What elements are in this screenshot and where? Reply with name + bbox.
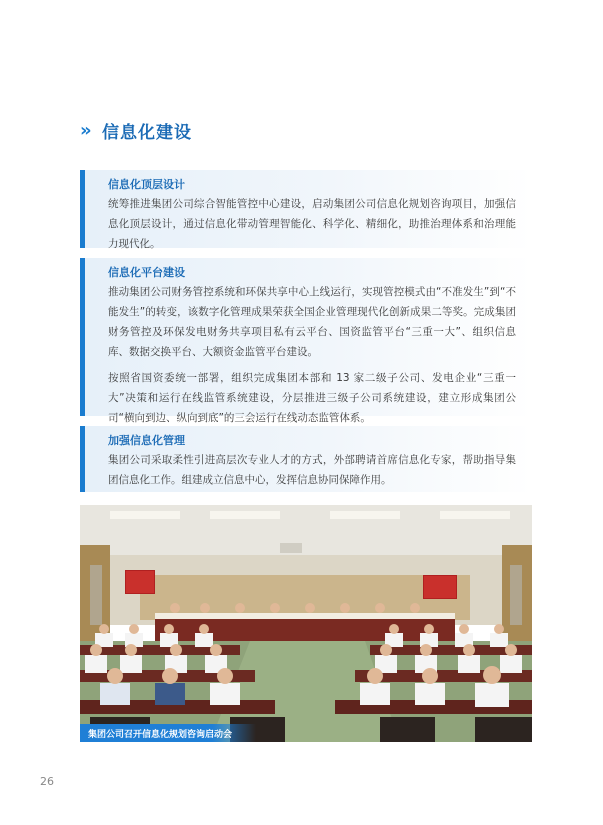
meeting-photo <box>80 505 532 742</box>
info-block-management <box>80 426 532 492</box>
block-paragraph: 按照省国资委统一部署，组织完成集团本部和 13 家二级子公司、发电企业“三重一大”决策和运行在线监管系统建设，分层推进三级子公司系统建设，建立形成集团公司“横向到边、纵向到底”的三会运行在线动态监管体系。 <box>108 372 516 424</box>
info-block-platform-construction <box>80 258 532 424</box>
photo-caption <box>80 724 256 742</box>
block-heading: 信息化平台建设 <box>108 266 185 279</box>
block-paragraph: 集团公司采取柔性引进高层次专业人才的方式，外部聘请首席信息化专家，帮助指导集团信息化工作。组建成立信息中心，发挥信息协同保障作用。 <box>108 454 516 486</box>
meeting-room-illustration <box>80 505 532 742</box>
block-paragraph: 推动集团公司财务管控系统和环保共享中心上线运行，实现管控模式由“不准发生”到“不能发生”的转变，该数字化管理成果荣获全国企业管理现代化创新成果二等奖。完成集团财务管控及环保发电财务共享项目私有云平台、国资监管平台“三重一大”、组织信息库、数据交换平台、大额资金监管平台建设。 <box>108 286 516 358</box>
info-block-top-level-design <box>80 170 532 248</box>
chevron-icon: » <box>80 120 92 141</box>
section-title-text: 信息化建设 <box>102 123 192 143</box>
block-heading: 加强信息化管理 <box>108 434 185 447</box>
block-heading: 信息化顶层设计 <box>108 178 185 191</box>
section-title <box>80 118 192 143</box>
page-number: 26 <box>40 775 54 788</box>
block-paragraph: 统筹推进集团公司综合智能管控中心建设，启动集团公司信息化规划咨询项目，加强信息化顶层设计，通过信息化带动管理智能化、科学化、精细化，助推治理体系和治理能力现代化。 <box>108 198 516 250</box>
photo-caption-text: 集团公司召开信息化规划咨询启动会 <box>88 729 233 740</box>
